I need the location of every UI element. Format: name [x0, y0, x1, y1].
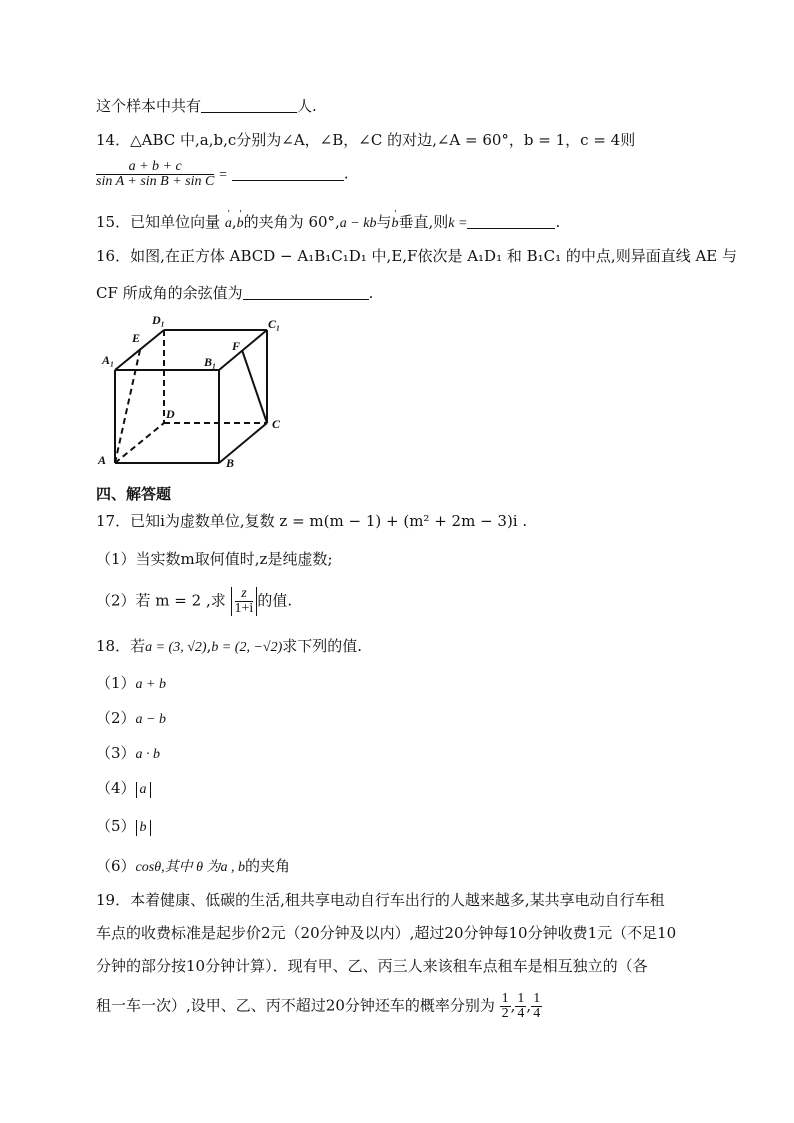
k-label: k = [448, 216, 468, 231]
vector-b: ' b [237, 214, 244, 234]
label-D1: D₁ [152, 313, 165, 327]
q18-stem: 18．若a = (3, √2),b = (2, −√2)求下列的值. [96, 637, 363, 655]
q18-item-4 [96, 778, 151, 798]
item-index: （2） [96, 709, 136, 727]
q15-text: 的夹角为 60°, [243, 213, 340, 231]
item-index: （1） [96, 674, 136, 692]
probability-fraction [515, 992, 526, 1021]
label-A: A [98, 453, 107, 467]
item-expression: a [136, 782, 151, 798]
q15-text: 与 [376, 213, 392, 231]
vector-a: ' a [225, 214, 232, 234]
item-text: 的夹角 [244, 857, 290, 875]
question-number: 14． [96, 131, 131, 149]
q13-unit: 人. [297, 97, 317, 115]
fraction-denominator: 4 [533, 1006, 541, 1021]
q16-text: 如图,在正方体 ABCD − A₁B₁C₁D₁ 中,E,F依次是 A₁D₁ 和 B₁C₁ 的中点,则异面直线 AE 与 [130, 247, 738, 265]
q15-text: 垂直,则 [398, 213, 449, 231]
q19-text: 租一车一次）,设甲、乙、丙不超过20分钟还车的概率分别为 [96, 996, 495, 1015]
answer-blank[interactable] [232, 166, 344, 181]
label-D: D [166, 407, 175, 421]
q17-part2-text: （2）若 m = 2 ,求 [96, 591, 226, 610]
label-F: F [232, 339, 241, 353]
vector-b: ' b [391, 214, 398, 234]
item-index: （4） [96, 779, 136, 797]
fraction-numerator: 1 [517, 991, 525, 1006]
q19-line1 [96, 890, 665, 910]
q14-stem [96, 130, 635, 150]
item-index: （5） [96, 817, 136, 835]
fraction-numerator: z [235, 587, 254, 602]
q16-text: CF 所成角的余弦值为 [96, 284, 243, 302]
fraction-numerator: 1 [533, 991, 541, 1006]
q19-text: 本着健康、低碳的生活,租共享电动自行车出行的人越来越多,某共享电动自行车租 [130, 891, 665, 909]
q18-text: 求下列的值. [282, 637, 363, 655]
question-number: 16． [96, 247, 131, 265]
item-expression: b [136, 820, 151, 836]
vector-b-definition: b = (2, −√2) [211, 640, 283, 655]
q14-fraction [96, 160, 214, 189]
q13-tail [96, 96, 317, 116]
item-expression: a − b [135, 712, 166, 727]
q18-item-6 [96, 856, 290, 878]
q17-stem [96, 511, 527, 531]
label-B: B [226, 456, 235, 470]
q15-expression: a − kb [339, 216, 377, 231]
label-E: E [132, 331, 141, 345]
cube-figure [92, 308, 302, 480]
question-number: 18． [96, 637, 131, 655]
q17-part2 [96, 587, 292, 616]
q14-intro: △ABC 中,a,b,c分别为∠A，∠B，∠C 的对边,∠A = 60°，b = 1，c = 4则 [130, 131, 636, 149]
item-expression: a · b [135, 747, 161, 762]
item-index: （6） [96, 857, 136, 875]
q15-text: 已知单位向量 [130, 213, 221, 231]
fraction-denominator: 1+i [234, 601, 254, 616]
question-number: 19． [96, 891, 131, 909]
vector-a-definition: a = (3, √2) [145, 640, 207, 655]
label-C: C [272, 417, 281, 431]
probability-fraction [531, 992, 542, 1021]
equals-sign: = [219, 167, 228, 183]
fraction-denominator: sin A + sin B + sin C [96, 174, 215, 189]
q18-item-1 [96, 673, 166, 695]
q15: 15．已知单位向量 ' a,' b的夹角为 60°,a − kb与' b垂直,则k = . [96, 212, 560, 234]
q18-item-5 [96, 816, 151, 836]
question-number: 15． [96, 213, 131, 231]
item-expression: a , b [220, 860, 245, 875]
answer-blank[interactable] [467, 214, 555, 229]
item-index: （3） [96, 744, 136, 762]
q19-line2: 车点的收费标准是起步价2元（20分钟及以内）,超过20分钟每10分钟收费1元（不足10 [96, 924, 677, 942]
q17-text: 已知i为虚数单位,复数 z = m(m − 1) + (m² + 2m − 3)i . [130, 512, 528, 530]
q18-item-2 [96, 708, 166, 730]
q16-line2: CF 所成角的余弦值为 . [96, 284, 374, 302]
item-expression: cosθ,其中 θ 为 [135, 860, 221, 875]
q13-text: 这个样本中共有 [96, 97, 202, 115]
fraction-numerator: 1 [501, 991, 509, 1006]
answer-blank[interactable] [201, 98, 297, 113]
answer-blank[interactable] [243, 285, 369, 300]
q19-line4: 租一车一次）,设甲、乙、丙不超过20分钟还车的概率分别为 $\frac{1}{2}$ , $\frac{1}{4}$ , $\frac{1}{4}$ [96, 991, 541, 1021]
fraction-numerator: a + b + c [96, 160, 214, 175]
section-heading: 四、解答题 [96, 485, 172, 503]
q14-formula: $\frac{a + b + c}{\text{sin A + sin B + sin C}}$ = . [96, 159, 349, 189]
label-A1: A₁ [102, 353, 115, 367]
q17-part2-text: 的值. [257, 591, 293, 610]
q16-line1 [96, 246, 737, 266]
q17-part1: （1）当实数m取何值时,z是纯虚数; [96, 550, 333, 568]
label-B1: B₁ [204, 355, 217, 369]
question-number: 17． [96, 512, 131, 530]
item-expression: a + b [135, 677, 166, 692]
q19-line3: 分钟的部分按10分钟计算）．现有甲、乙、丙三人来该租车点租车是相互独立的（各 [96, 957, 648, 975]
abs-value [231, 587, 258, 616]
label-C1: C₁ [268, 317, 281, 331]
probability-fraction [500, 992, 511, 1021]
q18-text: 若 [130, 637, 146, 655]
q18-item-3 [96, 743, 160, 765]
fraction-denominator: 2 [501, 1006, 509, 1021]
fraction-denominator: 4 [517, 1006, 525, 1021]
q17-fraction [235, 587, 254, 616]
